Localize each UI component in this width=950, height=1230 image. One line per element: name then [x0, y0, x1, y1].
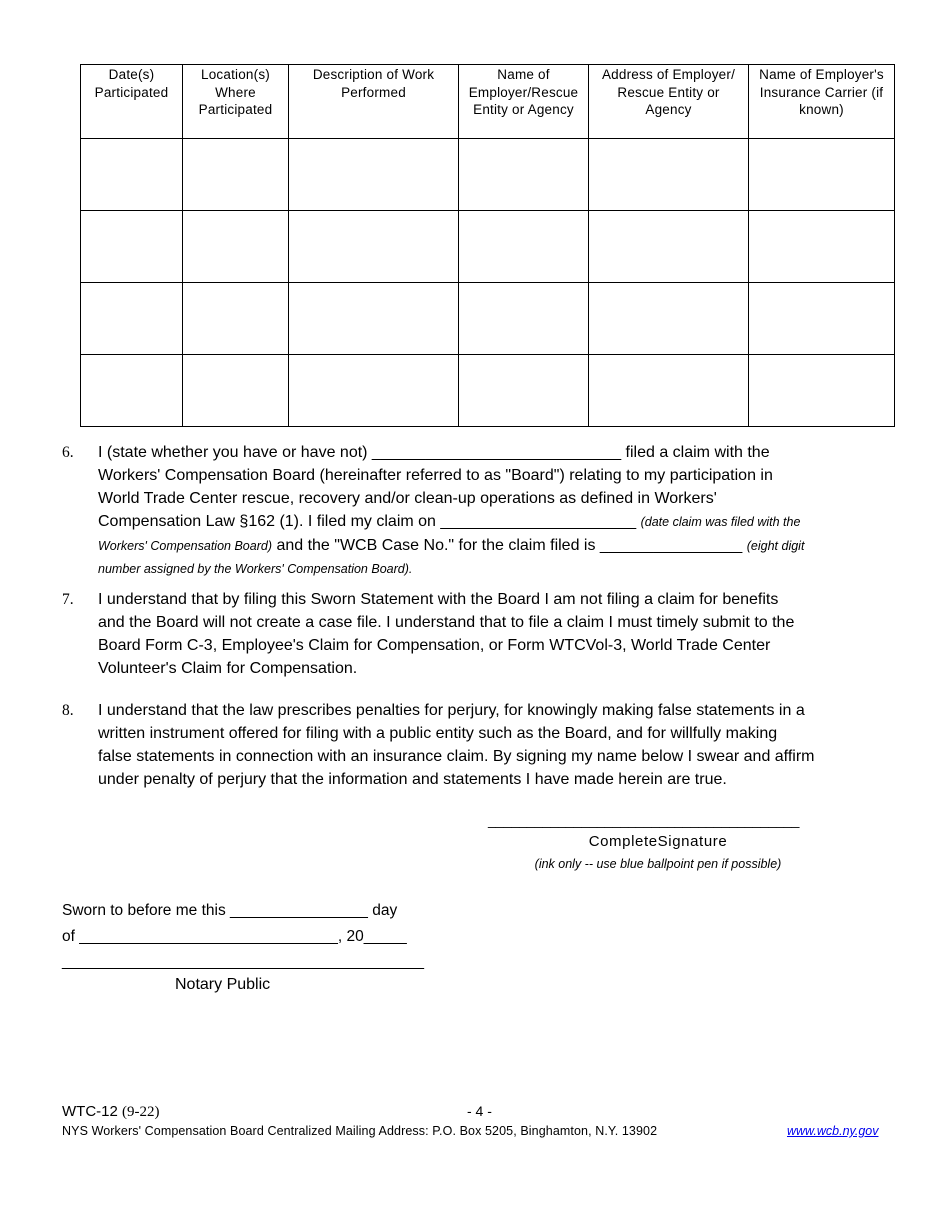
table-cell[interactable]: [289, 355, 459, 427]
mailing-address: NYS Workers' Compensation Board Centralized Mailing Address: P.O. Box 5205, Binghamton, N.Y. 13902: [62, 1124, 658, 1138]
table-cell[interactable]: [589, 355, 749, 427]
table-row: [81, 211, 895, 283]
table-cell[interactable]: [459, 355, 589, 427]
item-8-text: I understand that the law prescribes penalties for perjury, for knowingly making false statements in a written instrument offered for filing with a public entity such as the Board, and for willfully making false statements in connection with an insurance claim. By signing my name below I swear and affirm under penalty of perjury that the information and statements I have made herein are true.: [98, 702, 815, 788]
date-filed-note: (date claim was filed with the: [640, 515, 801, 529]
item-6-line-1: I (state whether you have or have not) ____________________________ filed a claim with the: [98, 444, 770, 461]
table-cell[interactable]: [749, 139, 895, 211]
table-cell[interactable]: [749, 283, 895, 355]
table-cell[interactable]: [183, 355, 289, 427]
header-employer-address: Address of Employer/ Rescue Entity or Agency: [589, 65, 749, 139]
item-6-line-6: number assigned by the Workers' Compensation Board).: [98, 562, 413, 576]
table-row: [81, 139, 895, 211]
table-header-row: [81, 65, 895, 139]
header-description-of-work: Description of Work Performed: [289, 65, 459, 139]
table-cell[interactable]: [589, 283, 749, 355]
table-cell[interactable]: [81, 283, 183, 355]
table-cell[interactable]: [81, 139, 183, 211]
notary-signature-line[interactable]: __________________________________________: [62, 953, 425, 970]
header-employer-name: Name of Employer/Rescue Entity or Agency: [459, 65, 589, 139]
table-cell[interactable]: [183, 211, 289, 283]
table-cell[interactable]: [749, 211, 895, 283]
item-6-number: 6.: [62, 444, 74, 461]
table-cell[interactable]: [289, 283, 459, 355]
signature-label: CompleteSignature: [588, 833, 728, 850]
table-row: [81, 283, 895, 355]
table-cell[interactable]: [459, 139, 589, 211]
item-6-text: [98, 441, 910, 581]
page-number: - 4 -: [467, 1103, 492, 1119]
table-cell[interactable]: [183, 139, 289, 211]
table-cell[interactable]: [589, 211, 749, 283]
header-insurance-carrier: Name of Employer's Insurance Carrier (if known): [749, 65, 895, 139]
header-dates-participated: Date(s) Participated: [81, 65, 183, 139]
form-id: WTC-12 (9-22): [62, 1103, 160, 1120]
participation-table: [80, 64, 895, 427]
signature-note: (ink only -- use blue ballpoint pen if possible): [534, 857, 782, 871]
item-8-number: 8.: [62, 702, 74, 719]
table-cell[interactable]: [459, 211, 589, 283]
table-cell[interactable]: [289, 139, 459, 211]
table-cell[interactable]: [81, 211, 183, 283]
item-6-line-4: Compensation Law §162 (1). I filed my claim on ______________________ (date claim was filed with the: [98, 513, 801, 530]
item-6-line-2: Workers' Compensation Board (hereinafter referred to as "Board") relating to my participation in: [98, 467, 773, 484]
case-number-note: (eight digit: [746, 539, 805, 553]
sworn-month-year-line[interactable]: of ______________________________, 20_____: [62, 928, 407, 945]
table-cell[interactable]: [81, 355, 183, 427]
website-link[interactable]: www.wcb.ny.gov: [787, 1124, 879, 1138]
header-locations: Location(s) Where Participated: [183, 65, 289, 139]
item-7-text: I understand that by filing this Sworn Statement with the Board I am not filing a claim for benefits and the Board will not create a case file. I understand that to file a claim I must timely submit to the Board Form C-3, Employee's Claim for Compensation, or Form WTCVol-3, World Trade Center Volunteer's Claim for Compensation.: [98, 591, 795, 677]
table-cell[interactable]: [589, 139, 749, 211]
table-cell[interactable]: [749, 355, 895, 427]
table-cell[interactable]: [459, 283, 589, 355]
item-7-number: 7.: [62, 591, 74, 608]
notary-public-label: Notary Public: [175, 976, 271, 993]
item-6-line-5: Workers' Compensation Board) and the "WCB Case No." for the claim filed is ________________ (eight digit: [98, 537, 805, 554]
table-row: [81, 355, 895, 427]
signature-line[interactable]: ________________________________________: [488, 812, 800, 828]
table-cell[interactable]: [183, 283, 289, 355]
sworn-day-line[interactable]: Sworn to before me this ________________ day: [62, 902, 398, 919]
table-cell[interactable]: [289, 211, 459, 283]
form-revision: (9-22): [122, 1104, 160, 1120]
item-6-line-3: World Trade Center rescue, recovery and/or clean-up operations as defined in Workers': [98, 490, 717, 507]
